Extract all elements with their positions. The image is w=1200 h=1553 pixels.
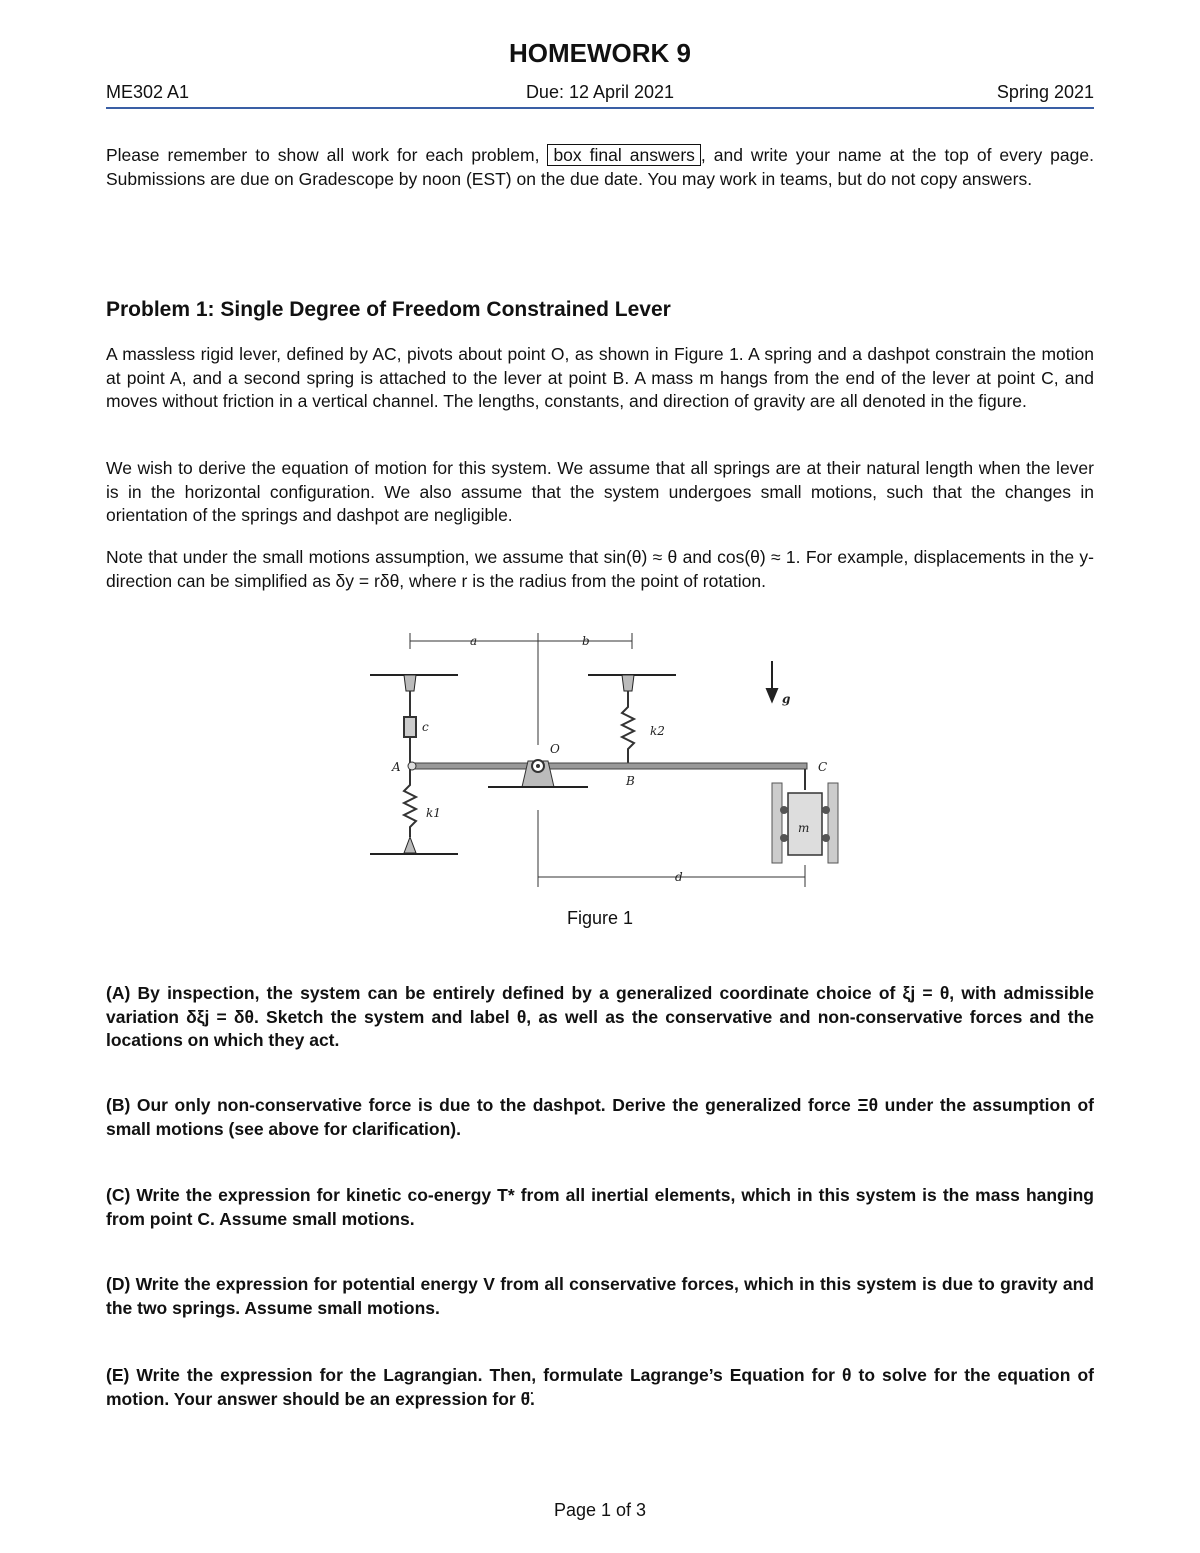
label-point-c: C [818, 760, 828, 774]
problem-paragraph-1: A massless rigid lever, defined by AC, pivots about point O, as shown in Figure 1. A spring and a dashpot constrain the motion at point A, and a second spring is attached to the lever at point B. A mass m hangs from the end of the lever at point C, and moves without friction in a vertical channel. The lengths, constants, and direction of gravity are all denoted in the figure. [106, 344, 1094, 411]
spring-mounts [404, 675, 634, 691]
question-c: (C) Write the expression for kinetic co-energy T* from all inertial elements, which in this system is the mass hanging from point C. Assume small motions. [106, 1185, 1094, 1229]
page-number: Page 1 of 3 [553, 1500, 647, 1520]
label-point-b: B [626, 774, 635, 788]
question-b: (B) Our only non-conservative force is due to the dashpot. Derive the generalized force Ξθ under the assumption of small motions (see above for clarification). [106, 1095, 1094, 1139]
problem-title: Problem 1: Single Degree of Freedom Constrained Lever [106, 298, 671, 321]
intro-text-1: Please remember to show all work for each problem, [106, 145, 540, 165]
intro-text-2: , and write your name at the top of every page. Submissions are due on Gradescope by noon (EST) on the due date. You may work in teams, but do not copy answers. [106, 145, 1094, 189]
label-mass: m [798, 821, 810, 835]
spring-k2 [622, 691, 634, 765]
question-d: (D) Write the expression for potential energy V from all conservative forces, which in this system is due to gravity and the two springs. Assume small motions. [106, 1274, 1094, 1318]
label-point-o: O [550, 742, 560, 756]
course-code: ME302 A1 [106, 82, 190, 102]
gravity-arrow [767, 661, 777, 701]
label-k2: k2 [650, 724, 665, 738]
label-d: d [675, 870, 683, 884]
mass-m [772, 769, 838, 863]
figure-caption: Figure 1 [566, 908, 634, 928]
problem-paragraph-2: We wish to derive the equation of motion for this system. We assume that all springs are at their natural length when the lever is in the horizontal configuration. We also assume that the system undergoes small motions, such that the changes in orientation of the springs and dashpot are negligible. [106, 458, 1094, 525]
term: Spring 2021 [996, 82, 1094, 102]
label-gravity: g [782, 692, 791, 706]
boxed-text: box final answers [547, 144, 700, 166]
question-e: (E) Write the expression for the Lagrangian. Then, formulate Lagrange’s Equation for θ to solve for the equation of motion. Your answer should be an expression for θ̈. [106, 1365, 1094, 1409]
label-point-a: A [392, 760, 401, 774]
label-k1: k1 [426, 806, 441, 820]
page-title: HOMEWORK 9 [509, 38, 691, 68]
spring-k1 [404, 769, 416, 837]
due-date: Due: 12 April 2021 [525, 82, 675, 102]
question-a: (A) By inspection, the system can be entirely defined by a generalized coordinate choice of ξj = θ, with admissible variation δξj = δθ. Sketch the system and label θ, as well as the conservative and non-conservative forces and the locations on which they act. [106, 983, 1094, 1050]
dimension-lines [410, 633, 805, 887]
point-a-pin [408, 762, 416, 770]
dashpot [404, 691, 416, 765]
label-c: c [422, 720, 429, 734]
problem-paragraph-3: Note that under the small motions assumption, we assume that sin(θ) ≈ θ and cos(θ) ≈ 1. For example, displacements in the y-direction can be simplified as δy = rδθ, where r is the radius from the point of rotation. [106, 547, 1094, 591]
lever-ac [412, 763, 807, 769]
course-header [106, 82, 1094, 109]
label-b: b [582, 634, 590, 648]
label-a: a [470, 634, 478, 648]
intro-paragraph [106, 144, 1094, 191]
ground-mount [404, 837, 416, 853]
lever-figure [360, 625, 840, 890]
